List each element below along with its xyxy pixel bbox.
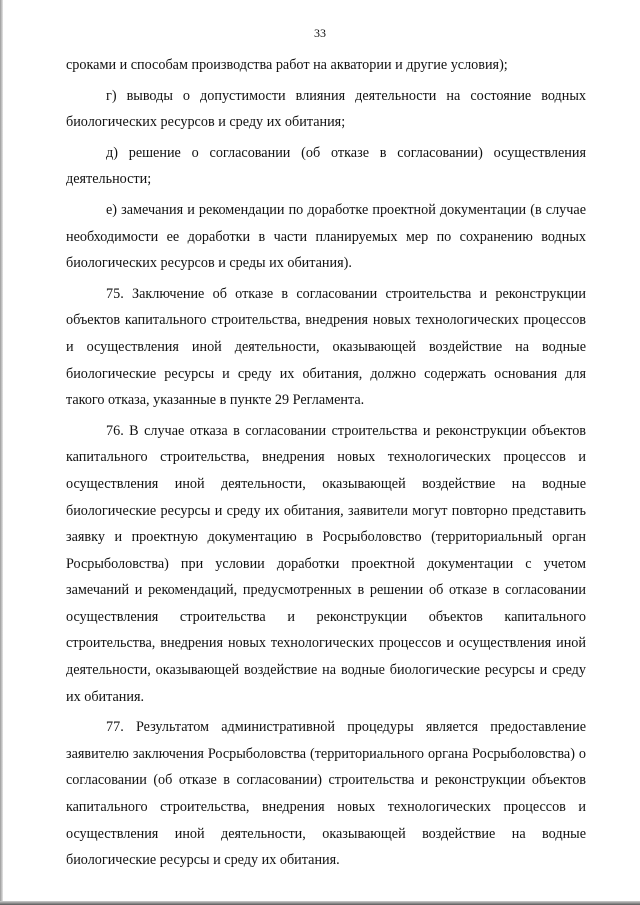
scan-bottom-edge — [0, 901, 640, 905]
paragraph-continuation: сроками и способам производства работ на акватории и другие условия); — [66, 57, 508, 73]
paragraph-75: 75. Заключение об отказе в согласовании строительства и реконструкции объектов капитального строительства, внедрения новых технологических процессов и осуществления иной деятельности, оказывающей воздействие на водные биологические ресурсы и среду их обитания, должно содержать основания для такого отказа, указанные в пункте 29 Регламента. — [66, 285, 586, 409]
paragraph-77: 77. Результатом административной процедуры является предоставление заявителю заключения Росрыболовства (территориального органа Росрыболовства) о согласовании (об отказе в согласовании) строительства и реконструкции объектов капитального строительства, внедрения новых технологических процессов и осуществления иной деятельности, оказывающей воздействие на водные биологические ресурсы и среду их обитания. — [66, 719, 586, 869]
paragraph-76: 76. В случае отказа в согласовании строительства и реконструкции объектов капитального строительства, внедрения новых технологических процессов и осуществления иной деятельности, оказывающей воздействие на водные биологические ресурсы и среду их обитания, заявители могут повторно представить заявку и проектную документацию в Росрыболовство (территориальный орган Росрыболовства) при условии доработки проектной документации с учетом замечаний и рекомендаций, предусмотренных в решении об отказе в согласовании осуществления строительства и реконструкции объектов капитального строительства, внедрения новых технологических процессов и осуществления иной деятельности, оказывающей воздействие на водные биологические ресурсы и среду их обитания. — [66, 422, 586, 705]
paragraph-item-g: г) выводы о допустимости влияния деятельности на состояние водных биологических ресурсов и среду их обитания; — [66, 87, 586, 131]
paragraph-item-d: д) решение о согласовании (об отказе в согласовании) осуществления деятельности; — [66, 144, 586, 188]
scan-left-edge — [0, 0, 3, 905]
page-number: 33 — [314, 26, 326, 40]
document-body — [66, 52, 586, 874]
paragraph-item-e: е) замечания и рекомендации по доработке проектной документации (в случае необходимости ее доработки в части планируемых мер по сохранению водных биологических ресурсов и среды их обитания). — [66, 201, 586, 272]
